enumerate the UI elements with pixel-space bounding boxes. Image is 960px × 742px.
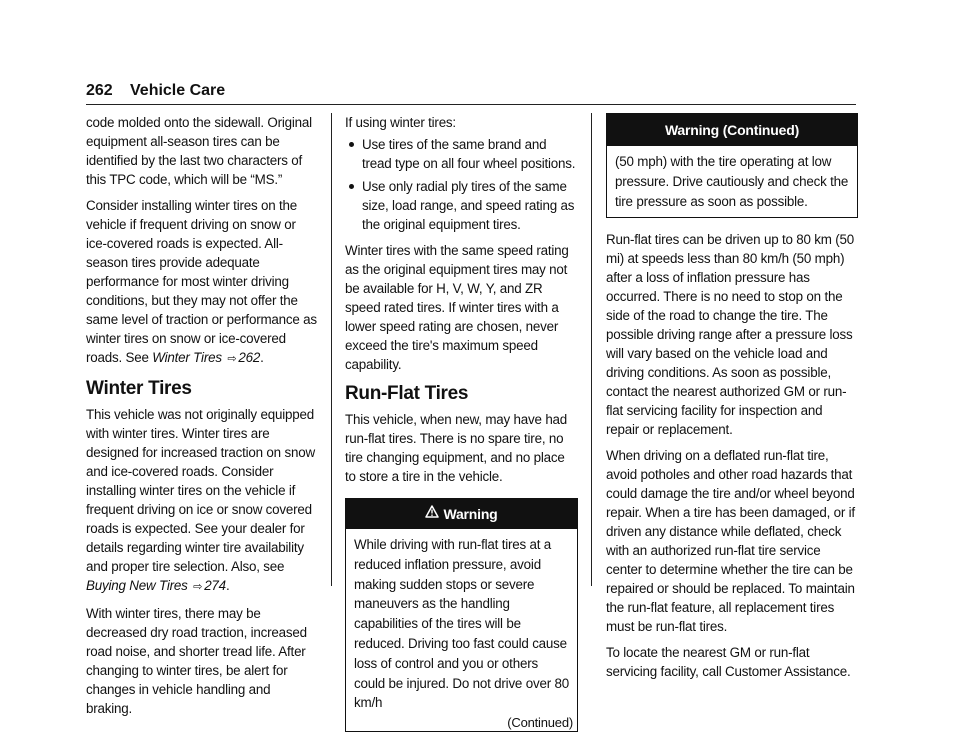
warning-box-continued <box>606 113 858 218</box>
xref-buying-new-tires-link[interactable]: Buying New Tires <box>86 578 188 593</box>
paragraph-winter-effects: With winter tires, there may be decreased dry road traction, increased road noise, and shorter tread life. After changing to winter tires, be alert for changes in vehicle handling and braking. <box>86 606 307 716</box>
warning-text: While driving with run-flat tires at a reduced inflation pressure, avoid making sudden stops or severe maneuvers as the handling capabilities of the tires will be reduced. Driving too fast could cause loss of control and you or others could be injured. Do not drive over 80 km/h <box>354 537 569 711</box>
page-ref-arrow-icon: ⇨ <box>193 581 203 593</box>
page-number: 262 <box>86 82 113 99</box>
warning-box <box>345 498 578 732</box>
warning-header: Warning (Continued) <box>607 114 857 146</box>
paragraph-winter-not-equipped: This vehicle was not originally equipped with winter tires. Winter tires are designed for increased traction on snow and ice-covered roads. Consider installing winter tires on the vehicle if frequent driving on ice or snow covered roads is expected. See your dealer for details regarding winter tire availability and proper tire selection. Also, see Buying New Tires ⇨ 274. <box>86 407 315 593</box>
warning-continued: (Continued) <box>507 715 573 731</box>
column-2 <box>345 113 578 742</box>
paragraph-run-flat-range: Run-flat tires can be driven up to 80 km (50 mi) at speeds less than 80 km/h (50 mph) after a loss of inflation pressure has occurred. There is no need to stop on the side of the road to change the tire. The possible driving range after a pressure loss will vary based on the vehicle load and driving conditions. As soon as possible, contact the nearest authorized GM or run-flat servicing facility for inspection and repair or replacement. <box>606 232 854 438</box>
column-1 <box>86 113 318 725</box>
paragraph-if-using: If using winter tires: <box>345 115 456 130</box>
page-header <box>86 82 856 106</box>
warning-text: (50 mph) with the tire operating at low pressure. Drive cautiously and check the tire pressure as soon as possible. <box>615 154 849 209</box>
xref-page-number[interactable]: 262 <box>238 350 261 365</box>
xref-page-number[interactable]: 274 <box>204 578 226 593</box>
section-title: Vehicle Care <box>130 82 226 99</box>
winter-tire-bullet-list <box>345 135 578 234</box>
paragraph-run-flat-intro: This vehicle, when new, may have had run-flat tires. There is no spare tire, no tire changing equipment, and no place to store a tire in the vehicle. <box>345 412 568 484</box>
column-divider-1 <box>331 113 332 586</box>
paragraph-tpc-code: code molded onto the sidewall. Original equipment all-season tires can be identified by the last two characters of this TPC code, which will be “MS.” <box>86 115 312 187</box>
paragraph-speed-rating: Winter tires with the same speed rating as the original equipment tires may not be available for H, V, W, Y, and ZR speed rated tires. If winter tires with a lower speed rating are chosen, never exceed the tire's maximum speed capability. <box>345 243 569 372</box>
paragraph-text: Consider installing winter tires on the vehicle if frequent driving on snow or ice-covered roads is expected. All-season tires provide adequate performance for most winter driving conditions, but they may not offer the same level of traction or performance as winter tires on snow or ice-covered roads. See <box>86 198 317 365</box>
header-divider <box>86 104 856 105</box>
list-item: Use only radial ply tires of the same size, load range, and speed rating as the original equipment tires. <box>345 177 578 234</box>
list-item: Use tires of the same brand and tread type on all four wheel positions. <box>345 135 578 173</box>
paragraph-text: This vehicle was not originally equipped with winter tires. Winter tires are designed for increased traction on snow and ice-covered roads. Consider installing winter tires on the vehicle if frequent driving on ice or snow covered roads is expected. See your dealer for details regarding winter tire availability and proper tire selection. Also, see <box>86 407 315 574</box>
paragraph-run-flat-locate: To locate the nearest GM or run-flat servicing facility, call Customer Assistance. <box>606 645 851 680</box>
heading-run-flat-tires: Run-Flat Tires <box>345 383 469 404</box>
warning-triangle-icon <box>425 499 439 529</box>
xref-winter-tires-link[interactable]: Winter Tires <box>152 350 222 365</box>
column-3 <box>606 113 858 688</box>
page-ref-arrow-icon: ⇨ <box>227 353 237 365</box>
heading-winter-tires: Winter Tires <box>86 378 192 399</box>
warning-title: Warning <box>443 506 498 522</box>
column-divider-2 <box>591 113 592 586</box>
paragraph-winter-consider: Consider installing winter tires on the vehicle if frequent driving on snow or ice-covered roads is expected. All-season tires provide adequate performance for most winter driving conditions, but they may not offer the same level of traction or performance as winter tires on snow or ice-covered roads. See Winter Tires ⇨ 262. <box>86 198 317 365</box>
warning-header <box>346 499 577 529</box>
paragraph-run-flat-deflated: When driving on a deflated run-flat tire, avoid potholes and other road hazards that could damage the tire and/or wheel beyond repair. When a tire has been damaged, or if driven any distance while deflated, check with an authorized run-flat tire service center to determine whether the tire can be repaired or should be replaced. To maintain the run-flat feature, all replacement tires must be run-flat tires. <box>606 448 855 635</box>
